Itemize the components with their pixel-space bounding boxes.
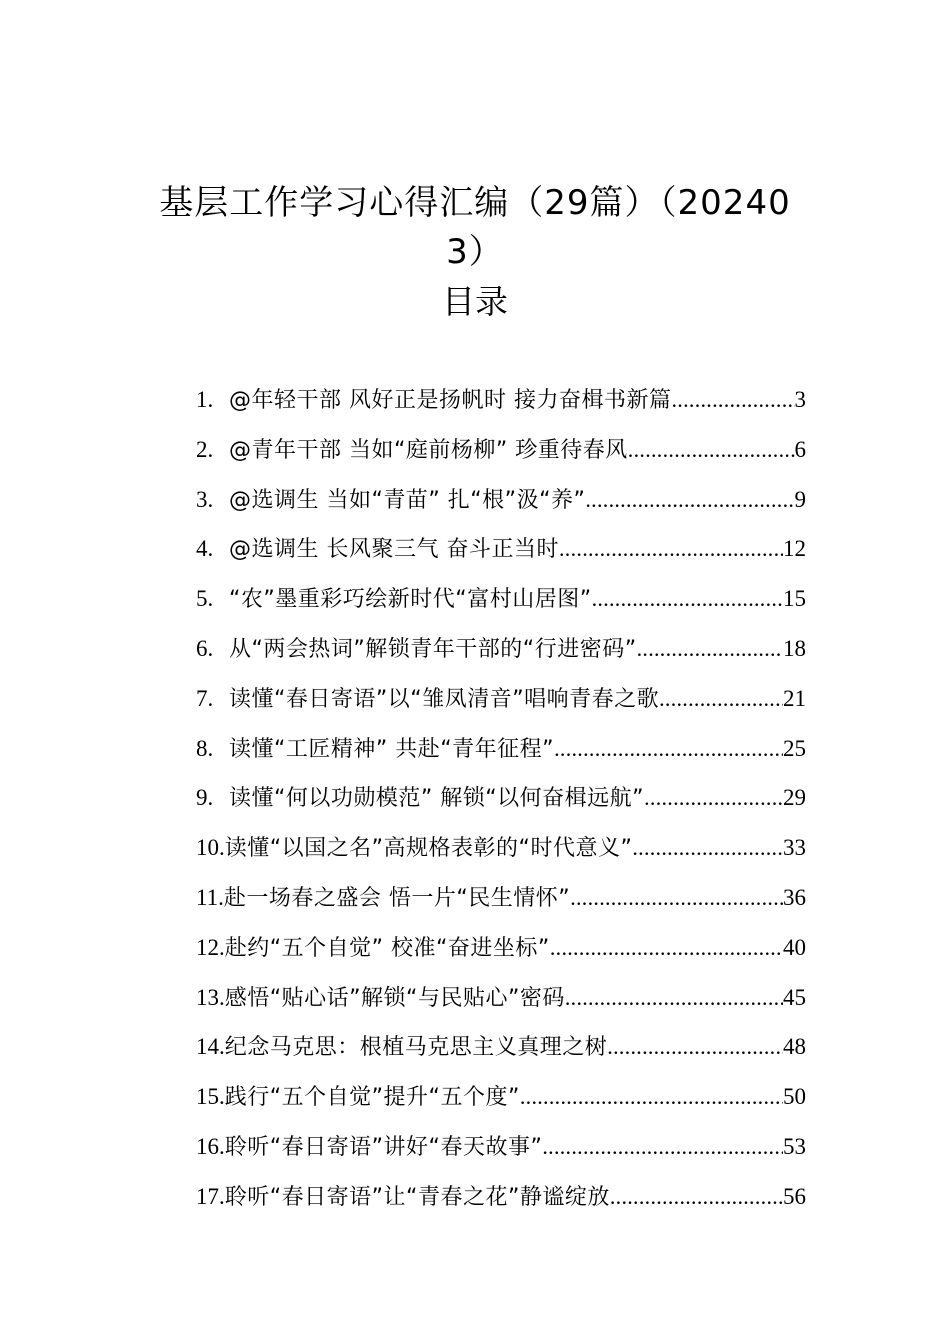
toc-leader-dots: [637, 629, 783, 669]
toc-entry[interactable]: [196, 380, 806, 430]
toc-entry-number: 13.: [196, 984, 225, 1010]
toc-leader-dots: [585, 480, 794, 520]
toc-entry-number: 6.: [196, 635, 214, 661]
toc-entry-page: 48: [783, 1034, 806, 1060]
table-of-contents: [196, 380, 806, 1227]
toc-entry-number: 3.: [196, 486, 214, 512]
toc-leader-dots: [520, 1077, 783, 1117]
toc-entry-number: 2.: [196, 436, 214, 462]
toc-leader-dots: [550, 928, 783, 968]
toc-leader-dots: [644, 778, 783, 818]
toc-entry-number: 17.: [196, 1183, 225, 1209]
toc-entry-page: 6: [794, 436, 806, 462]
toc-entry[interactable]: [196, 928, 806, 978]
toc-entry-number: 9.: [196, 785, 214, 811]
toc-entry[interactable]: [196, 1177, 806, 1227]
toc-entry-title: 感悟“贴心话”解锁“与民贴心”密码: [224, 985, 565, 1011]
toc-entry-title: @年轻干部 风好正是扬帆时 接力奋楫书新篇: [229, 388, 672, 413]
toc-leader-dots: [632, 828, 783, 868]
toc-entry-page: 15: [783, 586, 806, 612]
toc-entry-title: 践行“五个自觉”提升“五个度”: [224, 1085, 520, 1111]
toc-entry[interactable]: [196, 629, 806, 679]
toc-leader-dots: [628, 430, 795, 470]
toc-entry[interactable]: [196, 480, 806, 530]
toc-entry-title: 读懂“春日寄语”以“雏凤清音”唱响青春之歌: [229, 686, 660, 712]
toc-leader-dots: [565, 978, 783, 1018]
toc-entry-number: 11.: [196, 884, 224, 910]
toc-entry[interactable]: [196, 878, 806, 928]
toc-entry-page: 45: [783, 984, 806, 1010]
document-title-line2: 3）: [446, 232, 504, 272]
toc-entry-title: 读懂“工匠精神” 共赴“青年征程”: [229, 736, 555, 762]
toc-entry[interactable]: [196, 978, 806, 1028]
toc-entry-title: 从“两会热词”解锁青年干部的“行进密码”: [229, 636, 637, 662]
toc-entry[interactable]: [196, 679, 806, 729]
toc-entry[interactable]: [196, 729, 806, 779]
toc-entry-page: 40: [783, 934, 806, 960]
toc-entry[interactable]: [196, 579, 806, 629]
toc-entry-title: “农”墨重彩巧绘新时代“富村山居图”: [229, 587, 592, 613]
toc-entry-page: 29: [783, 785, 806, 811]
toc-entry-number: 15.: [196, 1084, 225, 1110]
toc-entry-page: 12: [783, 536, 806, 562]
toc-entry-number: 1.: [196, 387, 214, 412]
toc-entry-page: 56: [783, 1183, 806, 1209]
toc-leader-dots: [607, 1027, 783, 1067]
toc-entry-title: @青年干部 当如“庭前杨柳” 珍重待春风: [229, 437, 628, 463]
toc-entry[interactable]: [196, 1077, 806, 1127]
toc-leader-dots: [592, 579, 783, 619]
toc-entry-number: 12.: [196, 934, 225, 960]
toc-entry[interactable]: [196, 1027, 806, 1077]
toc-entry[interactable]: [196, 1127, 806, 1177]
toc-leader-dots: [610, 1177, 783, 1217]
toc-entry-title: 赴约“五个自觉” 校准“奋进坐标”: [224, 935, 550, 961]
toc-entry-page: 25: [783, 735, 806, 761]
toc-entry-page: 18: [783, 635, 806, 661]
toc-entry-title: 聆听“春日寄语”让“青春之花”静谧绽放: [224, 1184, 610, 1210]
toc-entry-title: 聆听“春日寄语”讲好“春天故事”: [224, 1134, 543, 1160]
toc-entry-page: 3: [794, 387, 806, 412]
toc-heading: 目录: [442, 282, 508, 321]
toc-entry-title: 赴一场春之盛会 悟一片“民生情怀”: [223, 885, 571, 911]
toc-entry[interactable]: [196, 778, 806, 828]
toc-entry-number: 14.: [196, 1034, 225, 1060]
toc-entry-number: 8.: [196, 735, 214, 761]
toc-leader-dots: [672, 380, 795, 420]
toc-entry-page: 33: [783, 835, 806, 861]
toc-entry-number: 7.: [196, 685, 214, 711]
toc-entry-title: @选调生 长风聚三气 奋斗正当时: [229, 537, 559, 563]
toc-entry-page: 9: [794, 486, 806, 512]
toc-leader-dots: [542, 1127, 783, 1167]
toc-entry-page: 53: [783, 1133, 806, 1159]
toc-entry-title: 读懂“何以功勋模范” 解锁“以何奋楫远航”: [229, 786, 645, 812]
toc-entry-number: 16.: [196, 1133, 225, 1159]
toc-leader-dots: [659, 679, 783, 719]
toc-entry-page: 50: [783, 1084, 806, 1110]
toc-entry[interactable]: [196, 430, 806, 480]
document-title-line1: 基层工作学习心得汇编（29篇）（20240: [159, 183, 791, 223]
toc-entry-number: 4.: [196, 536, 214, 562]
toc-leader-dots: [570, 878, 783, 918]
toc-entry-title: @选调生 当如“青苗” 扎“根”汲“养”: [229, 487, 586, 513]
toc-entry-title: 读懂“以国之名”高规格表彰的“时代意义”: [224, 836, 633, 862]
toc-entry-number: 5.: [196, 586, 214, 612]
toc-leader-dots: [559, 529, 783, 569]
toc-entry[interactable]: [196, 529, 806, 579]
toc-entry-number: 10.: [196, 835, 225, 861]
toc-entry-page: 36: [783, 884, 806, 910]
toc-entry-page: 21: [783, 685, 806, 711]
toc-entry-title: 纪念马克思：根植马克思主义真理之树: [224, 1035, 608, 1061]
toc-entry[interactable]: [196, 828, 806, 878]
toc-leader-dots: [554, 729, 783, 769]
